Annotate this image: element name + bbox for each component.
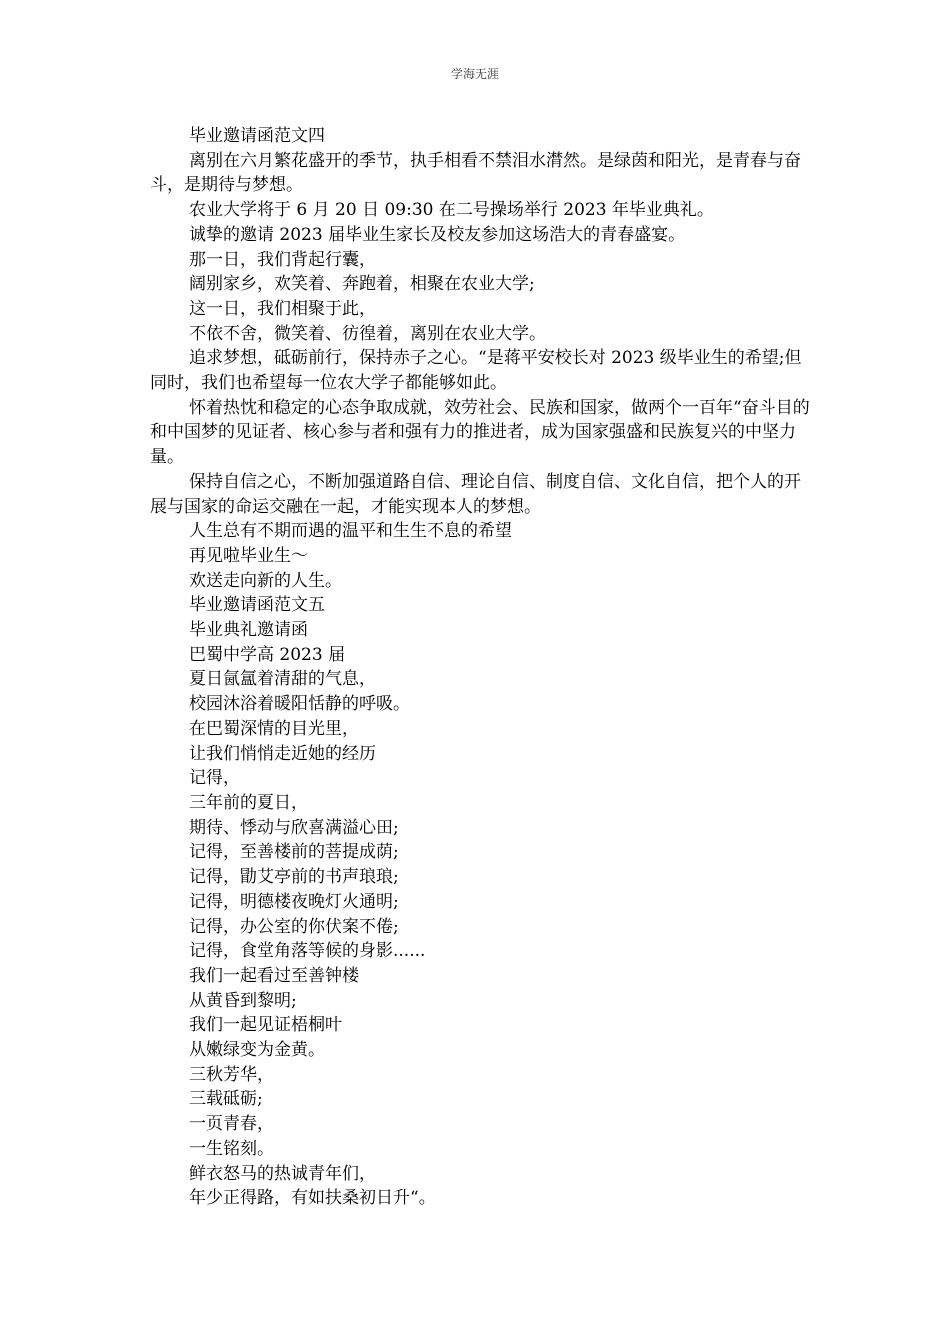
paragraph: 这一日，我们相聚于此，: [189, 298, 376, 319]
invitation-title: 毕业典礼邀请函: [189, 620, 308, 641]
paragraph: 三载砥砺;: [189, 1089, 263, 1110]
paragraph: 让我们悄悄走近她的经历: [189, 743, 376, 764]
paragraph: 保持自信之心，不断加强道路自信、理论自信、制度自信、文化自信，把个人的开展与国家的命运交融在一起，才能实现本人的梦想。: [150, 471, 801, 517]
paragraph: 记得，明德楼夜晚灯火通明;: [189, 891, 399, 912]
paragraph: 欢送走向新的人生。: [189, 570, 342, 591]
paragraph: 不依不舍，微笑着、彷徨着，离别在农业大学。: [189, 323, 546, 344]
paragraph: 期待、悸动与欣喜满溢心田;: [189, 817, 399, 838]
paragraph: 那一日，我们背起行囊，: [189, 249, 376, 270]
paragraph: 记得，食堂角落等候的身影......: [189, 941, 426, 962]
paragraph: 我们一起看过至善钟楼: [189, 965, 359, 986]
paragraph: 从黄昏到黎明;: [189, 990, 297, 1011]
paragraph: 从嫩绿变为金黄。: [189, 1040, 325, 1061]
paragraph: 在巴蜀深情的目光里，: [189, 718, 359, 739]
paragraph: 追求梦想，砥砺前行，保持赤子之心。“是蒋平安校长对 2023 级毕业生的希望;但同时，我们也希望每一位农大学子都能够如此。: [150, 348, 802, 394]
paragraph: 一生铭刻。: [189, 1138, 274, 1159]
paragraph: 年少正得路，有如扶桑初日升“。: [189, 1188, 436, 1209]
paragraph: 怀着热忱和稳定的心态争取成就，效劳社会、民族和国家，做两个一百年“奋斗目的和中国梦的见证者、核心参与者和强有力的推进者，成为国家强盛和民族复兴的中坚力量。: [150, 397, 810, 468]
section-title-4: 毕业邀请函范文四: [189, 126, 325, 146]
paragraph: 三年前的夏日，: [189, 792, 308, 813]
paragraph: 离别在六月繁花盛开的季节，执手相看不禁泪水潸然。是绿茵和阳光，是青春与奋斗，是期待与梦想。: [150, 150, 801, 196]
paragraph: 再见啦毕业生～: [189, 545, 308, 566]
paragraph: 一页青春，: [189, 1114, 274, 1135]
paragraph: 记得，至善楼前的菩提成荫;: [189, 842, 399, 863]
paragraph: 记得，: [189, 768, 240, 789]
paragraph: 阔别家乡，欢笑着、奔跑着，相聚在农业大学;: [189, 274, 535, 295]
paragraph: 夏日氤氲着清甜的气息，: [189, 669, 376, 690]
paragraph: 记得，办公室的你伏案不倦;: [189, 916, 399, 937]
document-body: [150, 124, 810, 1211]
paragraph: 鲜衣怒马的热诚青年们，: [189, 1163, 376, 1184]
paragraph: 三秋芳华，: [189, 1064, 274, 1085]
paragraph: 农业大学将于 6 月 20 日 09:30 在二号操场举行 2023 年毕业典礼。: [189, 200, 714, 221]
paragraph: 校园沐浴着暖阳恬静的呼吸。: [189, 694, 410, 715]
paragraph: 巴蜀中学高 2023 届: [189, 644, 346, 665]
paragraph: 我们一起见证梧桐叶: [189, 1015, 342, 1036]
paragraph: 诚挚的邀请 2023 届毕业生家长及校友参加这场浩大的青春盛宴。: [189, 224, 686, 245]
page-header: 学海无涯: [450, 67, 499, 81]
paragraph: 人生总有不期而遇的温平和生生不息的希望: [189, 521, 512, 542]
paragraph: 记得，勖艾亭前的书声琅琅;: [189, 867, 399, 888]
section-title-5: 毕业邀请函范文五: [189, 595, 325, 616]
